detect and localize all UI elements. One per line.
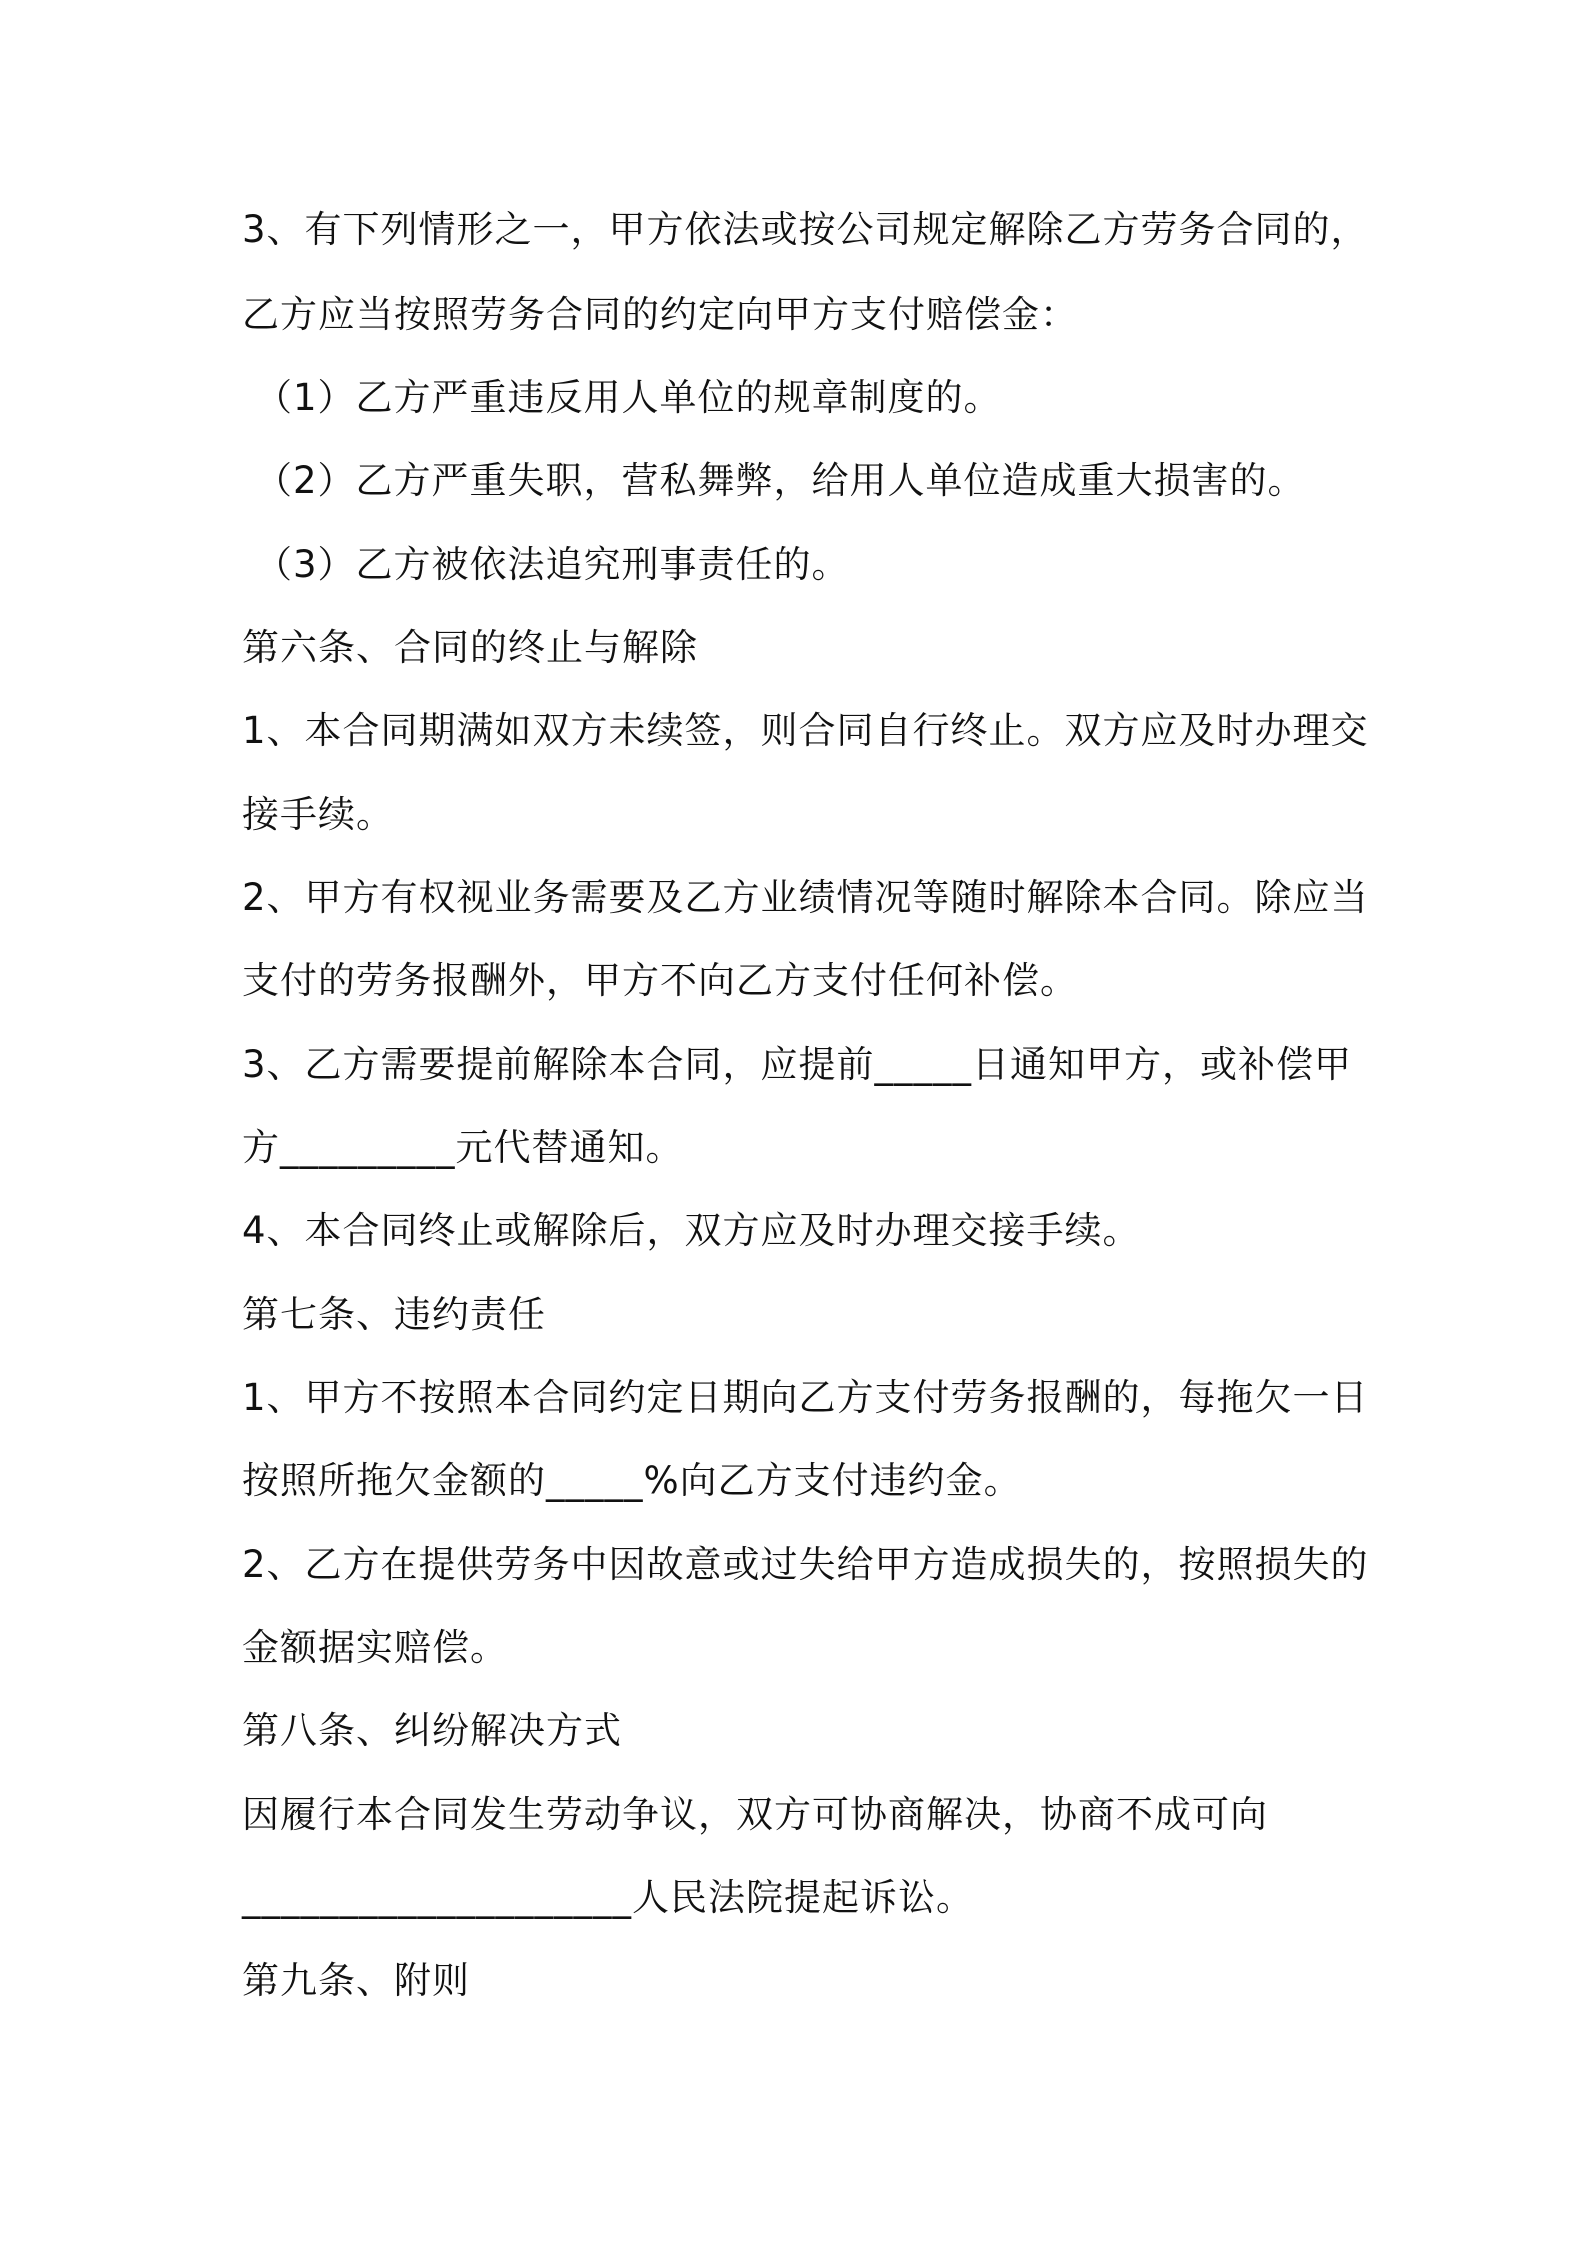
- clause-6-item-3-line-2: 方_________元代替通知。: [242, 1126, 684, 1169]
- clause-8-body-line-2: ____________________人民法院提起诉讼。: [242, 1876, 974, 1919]
- clause-6-item-4: 4、本合同终止或解除后，双方应及时办理交接手续。: [242, 1209, 1141, 1252]
- clause-6-item-3-line-1: 3、乙方需要提前解除本合同，应提前_____日通知甲方，或补偿甲: [242, 1043, 1353, 1086]
- clause-5-sub-item-3: （3）乙方被依法追究刑事责任的。: [255, 543, 850, 586]
- clause-9-heading: 第九条、附则: [242, 1959, 470, 2002]
- clause-7-item-2-line-1: 2、乙方在提供劳务中因故意或过失给甲方造成损失的，按照损失的: [242, 1543, 1369, 1586]
- clause-5-item-3-line-1: 3、有下列情形之一，甲方依法或按公司规定解除乙方劳务合同的，: [242, 208, 1369, 251]
- clause-6-item-2-line-1: 2、甲方有权视业务需要及乙方业绩情况等随时解除本合同。除应当: [242, 876, 1369, 919]
- clause-7-item-2-line-2: 金额据实赔偿。: [242, 1626, 508, 1669]
- clause-7-item-1-line-1: 1、甲方不按照本合同约定日期向乙方支付劳务报酬的，每拖欠一日: [242, 1376, 1369, 1419]
- clause-7-heading: 第七条、违约责任: [242, 1293, 546, 1336]
- clause-5-item-3-line-2: 乙方应当按照劳务合同的约定向甲方支付赔偿金：: [242, 293, 1078, 336]
- clause-5-sub-item-1: （1）乙方严重违反用人单位的规章制度的。: [255, 376, 1002, 419]
- clause-6-heading: 第六条、合同的终止与解除: [242, 626, 698, 669]
- clause-8-body-line-1: 因履行本合同发生劳动争议，双方可协商解决，协商不成可向: [242, 1793, 1268, 1836]
- clause-7-item-1-line-2: 按照所拖欠金额的_____%向乙方支付违约金。: [242, 1459, 1022, 1502]
- clause-6-item-1-line-2: 接手续。: [242, 793, 394, 836]
- clause-8-heading: 第八条、纠纷解决方式: [242, 1709, 622, 1752]
- clause-6-item-1-line-1: 1、本合同期满如双方未续签，则合同自行终止。双方应及时办理交: [242, 709, 1369, 752]
- clause-6-item-2-line-2: 支付的劳务报酬外，甲方不向乙方支付任何补偿。: [242, 959, 1078, 1002]
- clause-5-sub-item-2: （2）乙方严重失职，营私舞弊，给用人单位造成重大损害的。: [255, 459, 1306, 502]
